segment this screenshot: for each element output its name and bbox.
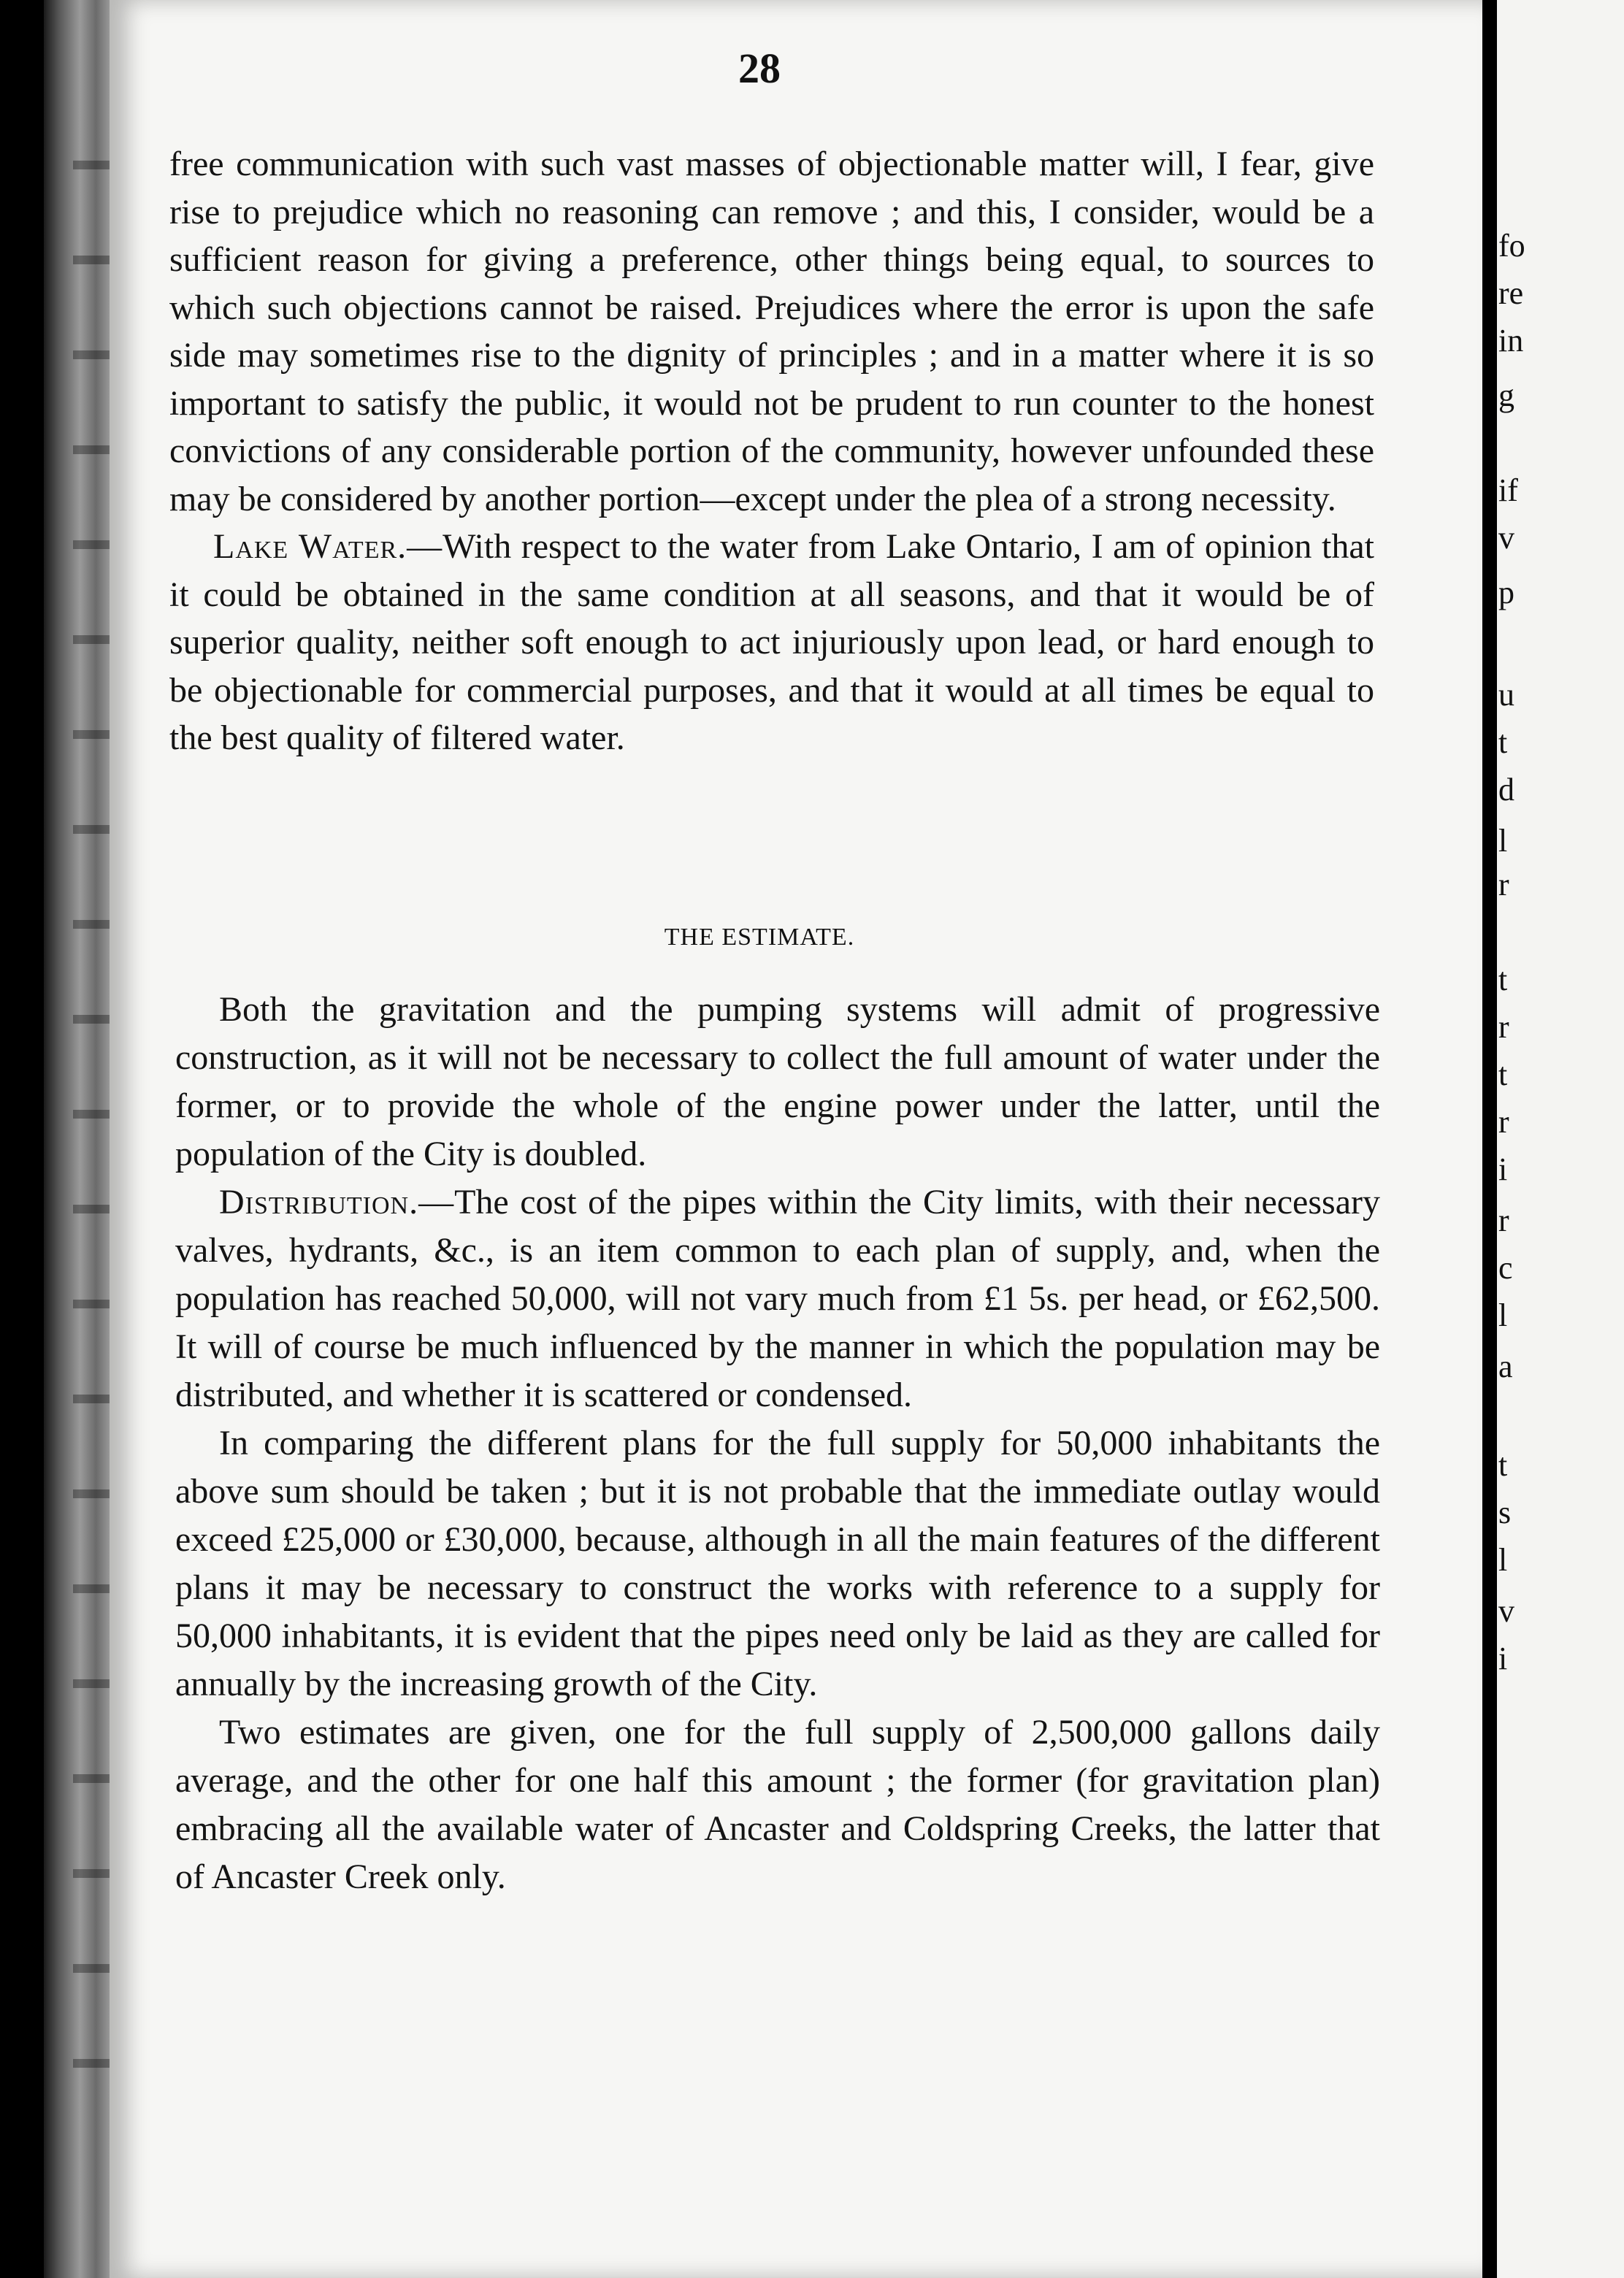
facing-page-fragment: t (1498, 962, 1508, 997)
facing-page-edge (1497, 0, 1624, 2278)
facing-page-fragment: fo (1498, 228, 1525, 264)
two-estimates-paragraph: Two estimates are given, one for the full supply of 2,500,000 gallons daily average, and the other for one half this amount ; the former (for gravitation plan) embracing all the available water of Ancaster and Coldspring Creeks, the latter that of Ancaster Creek only. (175, 1713, 1380, 1896)
facing-page-fragment: t (1498, 1056, 1508, 1092)
facing-page-fragment: g (1498, 377, 1514, 413)
facing-page-fragment: i (1498, 1641, 1508, 1676)
lake-water-text: With respect to the water from Lake Ontario, I am of opinion that it could be obtained in the same condition at all seasons, and that it would be of superior quality, neither soft enough to act injuriously upon lead, or hard enough to be objectionable for commercial purposes, and that it would at all times be equal to the best quality of filtered water. (169, 527, 1374, 757)
comparison-paragraph: In comparing the different plans for the full supply for 50,000 inhabitants the above sum should be taken ; but it is not probable that the immediate outlay would exceed £25,000 or £30,000, because, although in all the main features of the different plans it may be necessary to construct the works with reference to a supply for 50,000 inhabitants, it is evident that the pipes need only be laid as they are called for annually by the increasing growth of the City. (175, 1424, 1380, 1703)
facing-page-fragment: l (1498, 1297, 1508, 1333)
distribution-heading: Distribution.— (219, 1183, 455, 1222)
facing-page-fragment: in (1498, 323, 1524, 358)
continuation-paragraph: free communication with such vast masses of objectionable matter will, I fear, give rise to prejudice which no reasoning can remove ; and this, I consider, would be a sufficient reason for giving a preference, other things being equal, to sources to which such objections cannot be raised. Prejudices where the error is upon the safe side may sometimes rise to the dignity of principles ; and in a matter where it is so important to satisfy the public, it would not be prudent to run counter to the honest convictions of any considerable portion of the community, however unfounded these may be considered by another portion—except under the plea of a strong necessity. (169, 145, 1374, 518)
facing-page-fragment: r (1498, 1009, 1509, 1045)
facing-page-fragment: re (1498, 275, 1524, 311)
section-heading: THE ESTIMATE. (664, 924, 855, 951)
page-gutter (1482, 0, 1497, 2278)
facing-page-fragment: v (1498, 520, 1514, 556)
facing-page-fragment: l (1498, 823, 1508, 859)
body-text-top (169, 140, 1374, 762)
facing-page-fragment: u (1498, 677, 1514, 713)
estimate-paragraph: Both the gravitation and the pumping systems will admit of progressive construction, as it will not be necessary to collect the full amount of water under the former, or to provide the whole of the engine power under the latter, until the population of the City is doubled. (175, 990, 1380, 1173)
facing-page-fragment: c (1498, 1250, 1513, 1286)
facing-page-fragment: r (1498, 867, 1509, 902)
facing-page-fragment: a (1498, 1349, 1513, 1384)
facing-page-fragment: t (1498, 1447, 1508, 1483)
page-number: 28 (738, 45, 781, 92)
facing-page-fragment: t (1498, 724, 1508, 760)
facing-page-fragment: r (1498, 1203, 1509, 1238)
facing-page-fragment: r (1498, 1104, 1509, 1140)
distribution-paragraph (175, 1178, 1380, 1419)
facing-page-fragment: v (1498, 1593, 1514, 1629)
facing-page-fragment: i (1498, 1151, 1508, 1187)
lake-water-paragraph (169, 523, 1374, 762)
facing-page-fragment: d (1498, 772, 1514, 808)
facing-page-fragment: if (1498, 472, 1518, 508)
facing-page-fragment: l (1498, 1542, 1508, 1578)
lake-water-heading: Lake Water.— (213, 527, 443, 566)
facing-page-fragment: p (1498, 575, 1514, 610)
body-text-estimate (175, 986, 1380, 1901)
facing-page-fragment: s (1498, 1495, 1512, 1530)
distribution-text: The cost of the pipes within the City limits, with their necessary valves, hydrants, &c., is an item common to each plan of supply, and, when the population has reached 50,000, will not vary much from £1 5s. per head, or £62,500. It will of course be much influenced by the manner in which the population may be distributed, and whether it is scattered or condensed. (175, 1183, 1380, 1414)
